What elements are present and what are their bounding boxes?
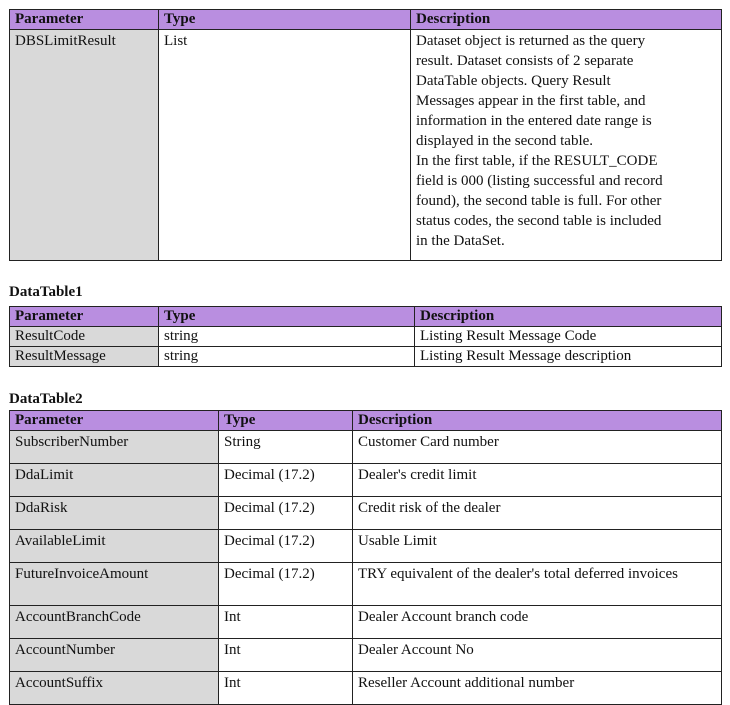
param-cell: AvailableLimit xyxy=(10,530,219,563)
header-type: Type xyxy=(159,307,415,327)
type-cell: string xyxy=(159,327,415,347)
description-line: result. Dataset consists of 2 separate xyxy=(416,53,634,69)
datatable1 xyxy=(9,306,722,367)
result-table xyxy=(9,9,722,261)
table-row xyxy=(10,563,722,606)
description-cell: Dealer Account No xyxy=(353,639,722,672)
description-cell: Usable Limit xyxy=(353,530,722,563)
datatable2-title: DataTable2 xyxy=(9,391,83,407)
type-cell: Int xyxy=(219,606,353,639)
description-line: Messages appear in the first table, and xyxy=(416,93,646,109)
description-line: Dataset object is returned as the query xyxy=(416,33,646,49)
table-row xyxy=(10,30,722,261)
description-line: In the first table, if the RESULT_CODE xyxy=(416,153,658,169)
description-cell: Dealer Account branch code xyxy=(353,606,722,639)
param-cell: DBSLimitResult xyxy=(10,30,159,261)
type-cell: Decimal (17.2) xyxy=(219,530,353,563)
description-line: found), the second table is full. For other xyxy=(416,193,662,209)
param-cell: ResultCode xyxy=(10,327,159,347)
type-cell: Decimal (17.2) xyxy=(219,497,353,530)
header-description: Description xyxy=(353,411,722,431)
type-cell: Int xyxy=(219,672,353,705)
table-header-row xyxy=(10,307,722,327)
table-row xyxy=(10,464,722,497)
description-line: information in the entered date range is xyxy=(416,113,652,129)
type-cell: string xyxy=(159,347,415,367)
description-cell: TRY equivalent of the dealer's total deferred invoices xyxy=(353,563,722,606)
datatable1-title: DataTable1 xyxy=(9,284,83,300)
description-line: DataTable objects. Query Result xyxy=(416,73,611,89)
description-cell: Listing Result Message Code xyxy=(415,327,722,347)
type-cell: Decimal (17.2) xyxy=(219,563,353,606)
param-cell: DdaRisk xyxy=(10,497,219,530)
description-line: status codes, the second table is included xyxy=(416,213,662,229)
table-row xyxy=(10,639,722,672)
param-cell: SubscriberNumber xyxy=(10,431,219,464)
description-cell: Reseller Account additional number xyxy=(353,672,722,705)
description-cell xyxy=(411,30,722,261)
table-header-row xyxy=(10,411,722,431)
param-cell: DdaLimit xyxy=(10,464,219,497)
header-description: Description xyxy=(411,10,722,30)
header-parameter: Parameter xyxy=(10,307,159,327)
table-row xyxy=(10,347,722,367)
table-row xyxy=(10,431,722,464)
type-cell: Decimal (17.2) xyxy=(219,464,353,497)
type-cell: List xyxy=(159,30,411,261)
description-cell: Credit risk of the dealer xyxy=(353,497,722,530)
header-type: Type xyxy=(219,411,353,431)
datatable2 xyxy=(9,410,722,705)
param-cell: AccountSuffix xyxy=(10,672,219,705)
header-description: Description xyxy=(415,307,722,327)
description-line: in the DataSet. xyxy=(416,233,505,249)
description-cell: Dealer's credit limit xyxy=(353,464,722,497)
type-cell: String xyxy=(219,431,353,464)
table-row xyxy=(10,497,722,530)
table-row xyxy=(10,672,722,705)
param-cell: ResultMessage xyxy=(10,347,159,367)
description-cell: Listing Result Message description xyxy=(415,347,722,367)
header-type: Type xyxy=(159,10,411,30)
type-cell: Int xyxy=(219,639,353,672)
description-line: field is 000 (listing successful and record xyxy=(416,173,663,189)
table-row xyxy=(10,606,722,639)
table-row xyxy=(10,530,722,563)
description-cell: Customer Card number xyxy=(353,431,722,464)
description-line: displayed in the second table. xyxy=(416,133,594,149)
table-row xyxy=(10,327,722,347)
header-parameter: Parameter xyxy=(10,411,219,431)
param-cell: AccountBranchCode xyxy=(10,606,219,639)
param-cell: AccountNumber xyxy=(10,639,219,672)
param-cell: FutureInvoiceAmount xyxy=(10,563,219,606)
header-parameter: Parameter xyxy=(10,10,159,30)
table-header-row xyxy=(10,10,722,30)
